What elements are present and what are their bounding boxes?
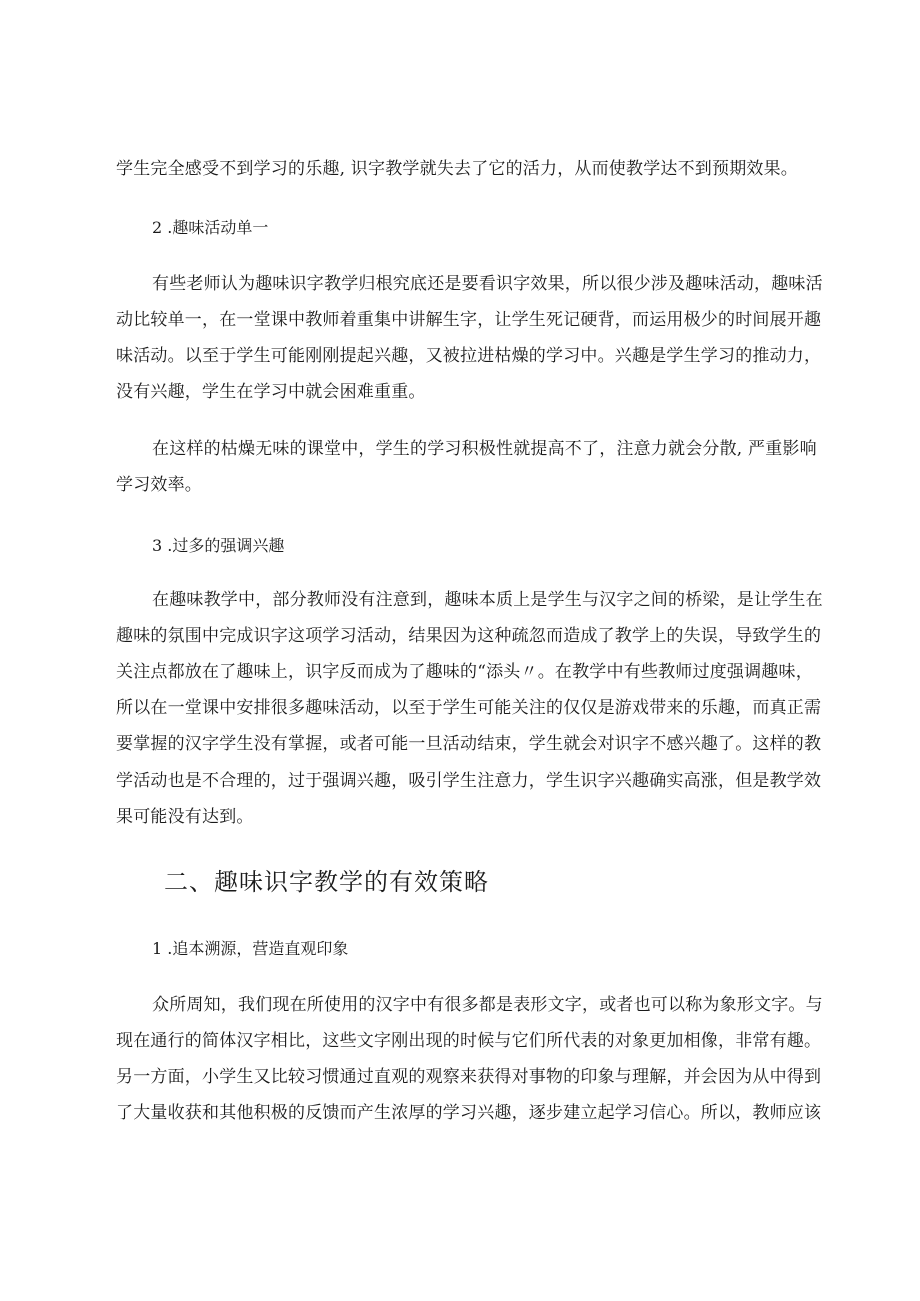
- paragraph-line: 学生完全感受不到学习的乐趣, 识字教学就失去了它的活力，从而使教学达不到预期效果。: [116, 159, 799, 179]
- paragraph-line: 了大量收获和其他积极的反馈而产生浓厚的学习兴趣，逐步建立起学习信心。所以，教师应该: [116, 1103, 822, 1123]
- paragraph-line: 关注点都放在了趣味上，识字反而成为了趣味的“添头〃。在教学中有些教师过度强调趣味，: [116, 662, 813, 682]
- paragraph-line: 另一方面，小学生又比较习惯通过直观的观察来获得对事物的印象与理解，并会因为从中得到: [116, 1067, 822, 1087]
- paragraph-line: 现在通行的简体汉字相比，这些文字刚出现的时候与它们所代表的对象更加相像，非常有趣。: [116, 1031, 822, 1051]
- paragraph-line: 趣味的氛围中完成识字这项学习活动，结果因为这种疏忽而造成了教学上的失误，导致学生的: [116, 626, 822, 646]
- paragraph-line: 所以在一堂课中安排很多趣味活动，以至于学生可能关注的仅仅是游戏带来的乐趣，而真正需: [116, 698, 822, 718]
- paragraph-line: 果可能没有达到。: [116, 807, 254, 827]
- paragraph-line: 有些老师认为趣味识字教学归根究底还是要看识字效果，所以很少涉及趣味活动，趣味活: [152, 274, 823, 294]
- section-heading: 3 .过多的强调兴趣: [152, 536, 285, 555]
- chapter-heading: 二、趣味识字教学的有效策略: [164, 868, 489, 896]
- paragraph-line: 学习效率。: [116, 475, 202, 495]
- paragraph-line: 在趣味教学中，部分教师没有注意到，趣味本质上是学生与汉字之间的桥梁，是让学生在: [152, 590, 823, 610]
- paragraph-line: 没有兴趣，学生在学习中就会困难重重。: [116, 382, 426, 402]
- paragraph-line: 味活动。以至于学生可能刚刚提起兴趣，又被拉进枯燥的学习中。兴趣是学生学习的推动力，: [116, 346, 822, 366]
- section-heading: 1 .追本溯源，营造直观印象: [152, 939, 349, 958]
- paragraph-line: 动比较单一，在一堂课中教师着重集中讲解生字，让学生死记硬背，而运用极少的时间展开趣: [116, 310, 822, 330]
- paragraph-line: 学活动也是不合理的，过于强调兴趣，吸引学生注意力，学生识字兴趣确实高涨，但是教学效: [116, 771, 822, 791]
- paragraph-line: 在这样的枯燥无味的课堂中，学生的学习积极性就提高不了，注意力就会分散, 严重影响: [152, 439, 817, 459]
- paragraph-line: 众所周知，我们现在所使用的汉字中有很多都是表形文字，或者也可以称为象形文字。与: [152, 995, 823, 1015]
- section-heading: 2 .趣味活动单一: [152, 218, 269, 237]
- paragraph-line: 要掌握的汉字学生没有掌握，或者可能一旦活动结束，学生就会对识字不感兴趣了。这样的教: [116, 734, 822, 754]
